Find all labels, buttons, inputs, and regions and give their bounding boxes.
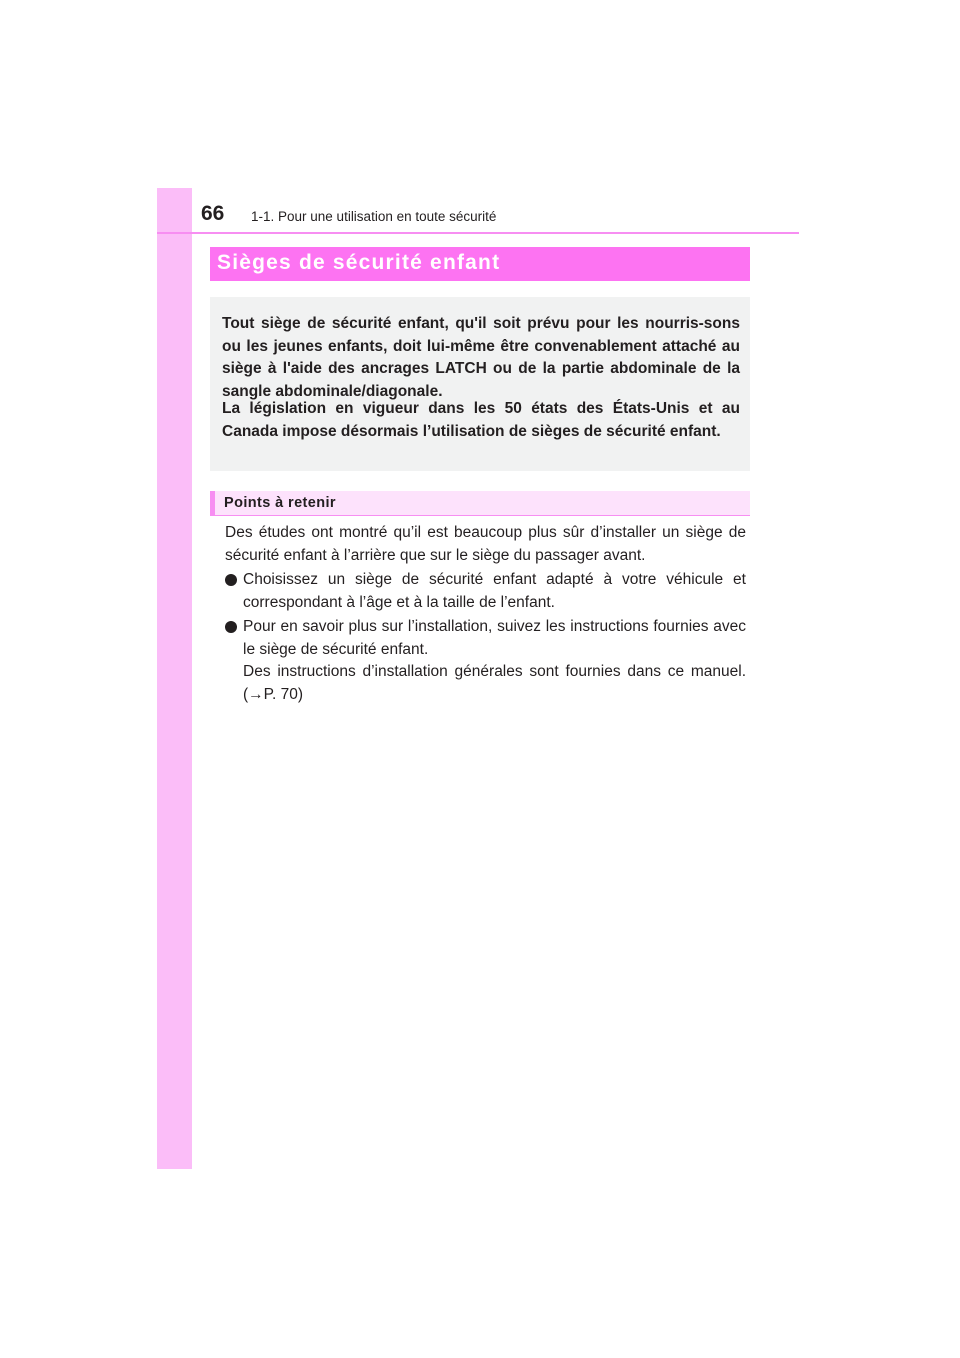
intro-box bbox=[210, 297, 750, 471]
bullet-list-2 bbox=[225, 616, 746, 706]
list-item bbox=[225, 569, 746, 614]
section-title: Sièges de sécurité enfant bbox=[217, 251, 501, 274]
bullet-dot-icon bbox=[225, 574, 237, 586]
points-heading bbox=[210, 491, 750, 516]
bullet-list-1 bbox=[225, 569, 746, 614]
bullet-followup-text: Des instructions d’installation générales sont fournies dans ce manuel. (→P. 70) bbox=[243, 663, 746, 703]
breadcrumb: 1-1. Pour une utilisation en toute sécurité bbox=[251, 209, 497, 224]
points-heading-bar bbox=[210, 491, 215, 516]
intro-paragraph-2: La législation en vigueur dans les 50 états des États-Unis et au Canada impose désormais l’utilisation de sièges de sécurité enfant. bbox=[222, 400, 740, 440]
header-rule bbox=[157, 232, 799, 234]
section-banner bbox=[210, 247, 750, 281]
points-body-text: Des études ont montré qu’il est beaucoup plus sûr d’installer un siège de sécurité enfant à l’arrière que sur le siège du passager avant. bbox=[225, 524, 746, 564]
points-heading-label: Points à retenir bbox=[224, 495, 336, 511]
bullet-text: Pour en savoir plus sur l’installation, suivez les instructions fournies avec le siège de sécurité enfant. bbox=[243, 618, 746, 658]
chapter-side-tab bbox=[157, 188, 192, 1169]
intro-paragraph-1: Tout siège de sécurité enfant, qu'il soit prévu pour les nourris-sons ou les jeunes enfants, doit lui-même être convenablement attaché au siège à l'aide des ancrages LATCH ou de la partie abdominale de la sangle abdominale/diagonale. bbox=[222, 315, 740, 400]
bullet-dot-icon bbox=[225, 621, 237, 633]
page-number: 66 bbox=[201, 202, 225, 225]
list-item bbox=[225, 616, 746, 706]
bullet-text: Choisissez un siège de sécurité enfant adapté à votre véhicule et correspondant à l’âge et à la taille de l’enfant. bbox=[243, 571, 746, 611]
